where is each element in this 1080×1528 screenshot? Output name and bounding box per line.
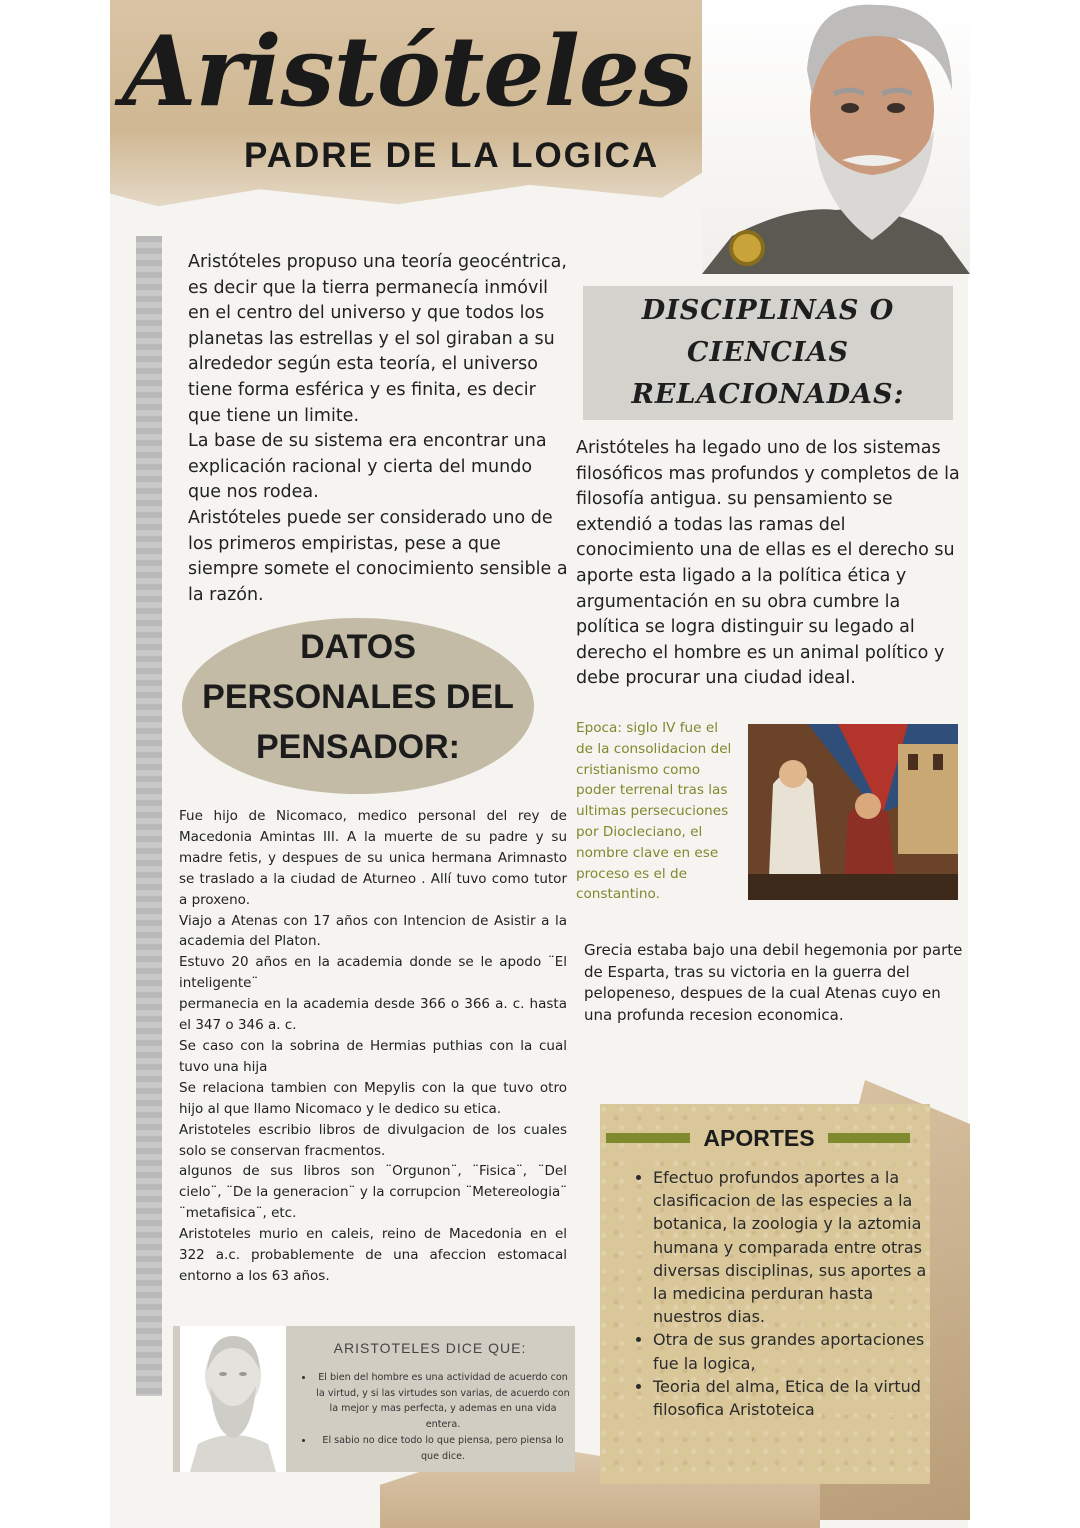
- datos-paragraph: Aristoteles escribio libros de divulgacion de los cuales solo se conservan fracmentos.: [179, 1121, 567, 1159]
- datos-paragraph: permanecia en la academia desde 366 o 366 a. c. hasta el 347 o 346 a. c.: [179, 996, 567, 1034]
- datos-paragraph: Aristoteles murio en caleis, reino de Macedonia en el 322 a.c. probablemente de una afeccion estomacal entorno a los 63 años.: [179, 1226, 567, 1284]
- disciplinas-heading-line: DISCIPLINAS O: [641, 295, 895, 326]
- portrait-drawing: [702, 0, 970, 274]
- datos-paragraph: Viajo a Atenas con 17 años con Intencion de Asistir a la academia del Platon.: [179, 912, 567, 950]
- datos-heading-line: PERSONALES DEL: [202, 678, 514, 716]
- side-decoration-bar: [136, 236, 162, 1396]
- intro-paragraph: Aristóteles propuso una teoría geocéntrica, es decir que la tierra permanecía inmóvil en el centro del universo y que todos los planetas las estrellas y el sol giraban a su alrededor según esta teoría, el universo tiene forma esférica y es finita, es decir que tiene un limite.: [188, 252, 567, 426]
- datos-heading: [182, 618, 534, 798]
- datos-personales-text: [179, 806, 567, 1287]
- datos-paragraph: Se relaciona tambien con Mepylis con la que tuvo otro hijo al que llamo Nicomaco y le dedico su etica.: [179, 1079, 567, 1117]
- quote-title: ARISTOTELES DICE QUE:: [333, 1340, 527, 1356]
- painting-drawing: [748, 724, 958, 900]
- datos-heading-line: DATOS: [300, 628, 416, 666]
- aristotle-portrait: [702, 0, 970, 274]
- datos-paragraph: Estuvo 20 años en la academia donde se le apodo ¨El inteligente¨: [179, 954, 567, 992]
- bust-drawing: [180, 1326, 286, 1472]
- disciplinas-heading-line: RELACIONADAS:: [631, 379, 905, 410]
- disciplinas-text: Aristóteles ha legado uno de los sistemas filosóficos mas profundos y completos de la filosofía antigua. su pensamiento se extendió a todas las ramas del conocimiento una de ellas es el derecho su aporte esta ligado a la política ética y argumentación en su obra cumbre la política se logra distinguir su legado al derecho el hombre es un animal político y debe procurar una ciudad ideal.: [576, 438, 960, 689]
- intro-paragraph: Aristóteles puede ser considerado uno de los primeros empiristas, pese a que siempre somete el conocimiento sensible a la razón.: [188, 507, 568, 605]
- aportes-rule-left: [606, 1133, 690, 1143]
- datos-paragraph: Fue hijo de Nicomaco, medico personal del rey de Macedonia Amintas III. A la muerte de su padre y su madre fetis, y despues de su unica hermana Arimnasto se traslado a la ciudad de Aturneo . Allí tuvo como tutor a proxeno.: [179, 808, 567, 908]
- datos-heading-line: PENSADOR:: [255, 728, 461, 766]
- aportes-rule-right: [828, 1133, 910, 1143]
- disciplinas-heading-box: [583, 286, 953, 420]
- intro-text: [188, 250, 568, 608]
- aportes-item: • Efectuo profundos aportes a la clasificacion de las especies a la botanica, la zoologia y la aztomia humana y comparada entre otras diversas disciplinas, sus aportes a la medicina perduran hasta nuestros dias.: [653, 1166, 929, 1328]
- intro-paragraph: La base de su sistema era encontrar una explicación racional y cierta del mundo que nos rodea.: [188, 431, 547, 503]
- bust-photo: [180, 1326, 286, 1472]
- quote-item: • El sabio no dice todo lo que piensa, pero piensa lo que dice.: [314, 1433, 572, 1464]
- aportes-item: • Otra de sus grandes aportaciones fue la logica,: [653, 1328, 929, 1374]
- epoca-text: Epoca: siglo IV fue el de la consolidacion del cristianismo como poder terrenal tras las ultimas persecuciones por Diocleciano, el nombre clave en ese proceso es el de constantino.: [576, 720, 732, 903]
- aportes-list: [636, 1166, 929, 1421]
- disciplinas-heading-line: CIENCIAS: [687, 337, 849, 368]
- datos-paragraph: algunos de sus libros son ¨Orgunon¨, ¨Fisica¨, ¨Del cielo¨, ¨De la generacion¨ y la corrupcion ¨Metereologia¨ ¨metafisica¨, etc.: [179, 1163, 567, 1222]
- medieval-painting: [748, 724, 958, 900]
- datos-paragraph: Se caso con la sobrina de Hermias puthias con la cual tuvo una hija: [179, 1037, 567, 1075]
- page-subtitle: PADRE DE LA LOGICA: [244, 136, 660, 175]
- aportes-item: • Teoria del alma, Etica de la virtud filosofica Aristoteica: [653, 1375, 929, 1421]
- page-title: Aristóteles: [122, 15, 692, 128]
- aportes-title: APORTES: [692, 1122, 826, 1154]
- quote-item: • El bien del hombre es una actividad de acuerdo con la virtud, y si las virtudes son varias, de acuerdo con la mejor y mas perfecta, y ademas en una vida entera.: [314, 1370, 572, 1433]
- grecia-text: Grecia estaba bajo una debil hegemonia por parte de Esparta, tras su victoria en la guerra del pelopeneso, despues de la cual Atenas cuyo en una profunda recesion economica.: [584, 941, 963, 1024]
- quote-list: [300, 1370, 572, 1464]
